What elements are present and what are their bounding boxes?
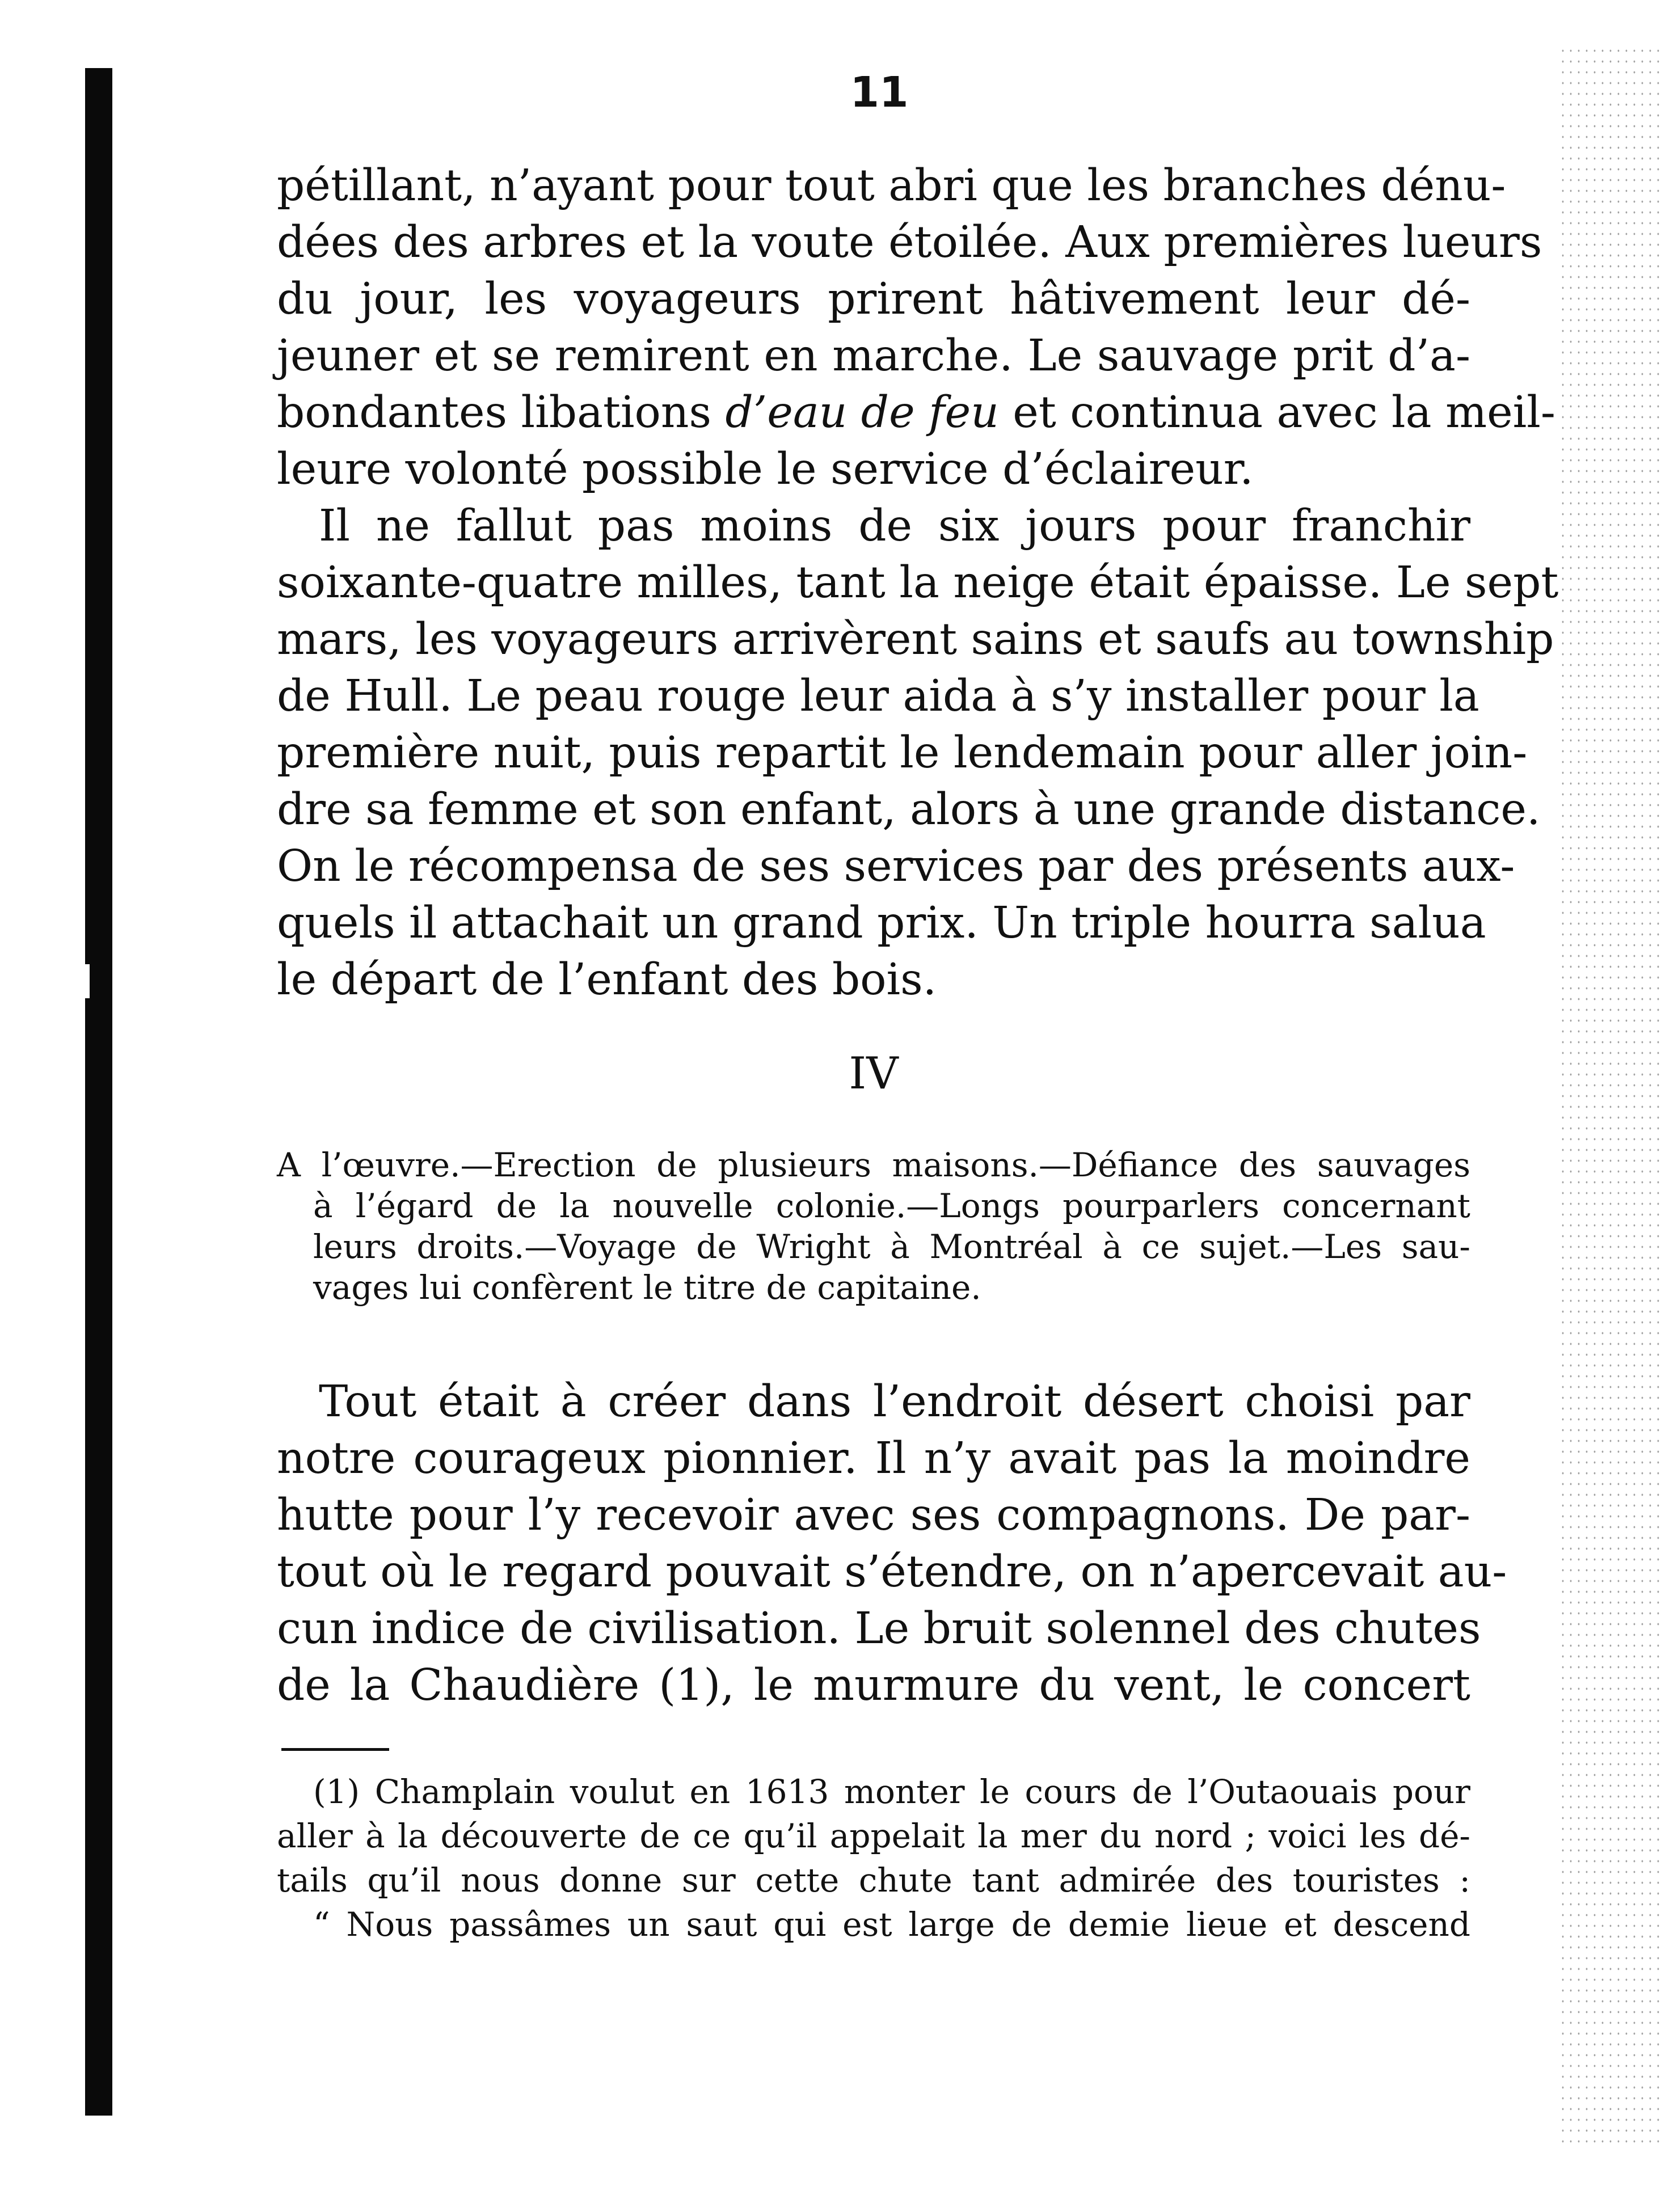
paragraph-2 <box>277 498 1559 1008</box>
italic-phrase: d’eau de feu <box>725 387 999 438</box>
text-line: notre courageux pionnier. Il n’y avait pas la moindre <box>277 1433 1470 1484</box>
text-segment: et continua avec la meil- <box>998 387 1555 438</box>
text-line: hutte pour l’y recevoir avec ses compagnons. De par- <box>277 1490 1470 1540</box>
page-edge-noise <box>1559 45 1661 2144</box>
text-line: première nuit, puis repartit le lendemain pour aller join- <box>277 728 1528 778</box>
binding-shadow <box>85 68 112 2116</box>
text-line: cun indice de civilisation. Le bruit solennel des chutes <box>277 1603 1481 1654</box>
text-line: du jour, les voyageurs prirent hâtivement leur dé- <box>277 274 1470 324</box>
summary-line: A l’œuvre.—Erection de plusieurs maisons.—Défiance des sauvages <box>277 1146 1470 1184</box>
paragraph-1 <box>277 158 1555 498</box>
summary-line: leurs droits.—Voyage de Wright à Montréal à ce sujet.—Les sau- <box>313 1227 1470 1266</box>
text-segment: bondantes libations <box>277 387 726 438</box>
text-line: jeuner et se remirent en marche. Le sauvage prit d’a- <box>277 331 1470 381</box>
text-line: On le récompensa de ses services par des présents aux- <box>277 841 1515 892</box>
summary-line: vages lui confèrent le titre de capitaine. <box>313 1268 981 1307</box>
text-line: quels il attachait un grand prix. Un triple hourra salua <box>277 898 1486 948</box>
footnote-separator <box>281 1748 389 1751</box>
text-line: dées des arbres et la voute étoilée. Aux premières lueurs <box>277 217 1542 268</box>
text-line: Il ne fallut pas moins de six jours pour franchir <box>319 501 1470 551</box>
text-line: tout où le regard pouvait s’étendre, on n’apercevait au- <box>277 1547 1507 1597</box>
text-line: de Hull. Le peau rouge leur aida à s’y installer pour la <box>277 671 1479 721</box>
text-line: de la Chaudière (1), le murmure du vent, le concert <box>277 1660 1470 1711</box>
summary-line: à l’égard de la nouvelle colonie.—Longs pourparlers concernant <box>313 1187 1470 1225</box>
paragraph-3 <box>277 1374 1507 1714</box>
binding-notch <box>78 964 90 998</box>
chapter-summary <box>277 1145 1470 1308</box>
page-number: 11 <box>850 68 909 117</box>
text-line-with-italic <box>277 385 1555 441</box>
footnote-line: tails qu’il nous donne sur cette chute tant admirée des touristes : <box>277 1861 1470 1899</box>
text-line: leure volonté possible le service d’éclaireur. <box>277 444 1254 495</box>
footnote-line: (1) Champlain voulut en 1613 monter le cours de l’Outaouais pour <box>313 1772 1470 1811</box>
footnote-line: aller à la découverte de ce qu’il appelait la mer du nord ; voici les dé- <box>277 1817 1470 1855</box>
text-line: mars, les voyageurs arrivèrent sains et saufs au township <box>277 614 1554 665</box>
section-heading: IV <box>849 1048 899 1099</box>
footnote-line: “ Nous passâmes un saut qui est large de demie lieue et descend <box>313 1905 1470 1944</box>
text-line: soixante-quatre milles, tant la neige était épaisse. Le sept <box>277 558 1559 608</box>
text-line: dre sa femme et son enfant, alors à une grande distance. <box>277 784 1541 835</box>
text-line: pétillant, n’ayant pour tout abri que les branches dénu- <box>277 161 1506 211</box>
footnote <box>277 1770 1470 1947</box>
text-line: le départ de l’enfant des bois. <box>277 955 937 1005</box>
text-line: Tout était à créer dans l’endroit désert choisi par <box>319 1377 1470 1427</box>
